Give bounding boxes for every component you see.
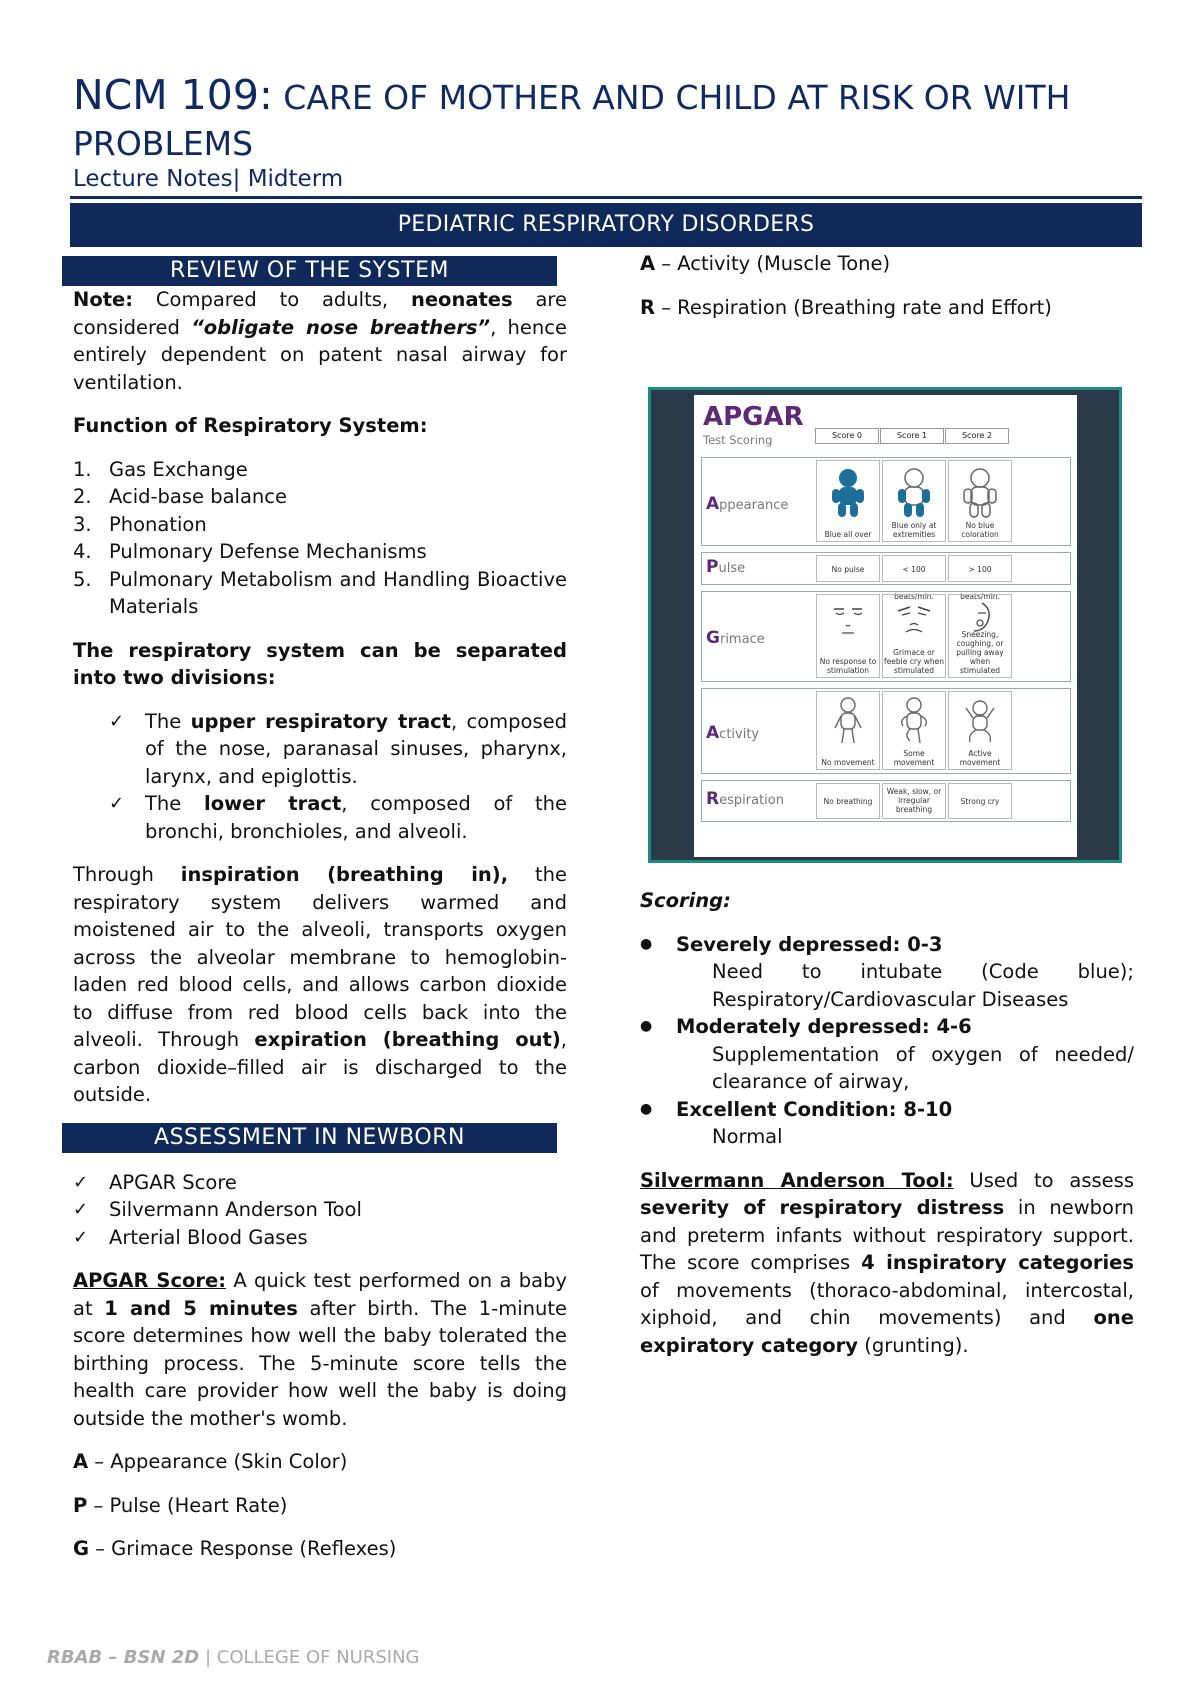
baby-blue-icon [830, 467, 866, 519]
footer-bold: RBAB – BSN 2D [47, 1647, 200, 1668]
silvermann-g: (grunting). [858, 1333, 969, 1357]
check-icon: ✓ [73, 1226, 89, 1248]
note-text-c: , hence entirely dependent on patent nasal airway for ventilation. [73, 315, 567, 394]
list-item [73, 1224, 567, 1252]
row-rest: ulse [718, 561, 746, 576]
list-item [73, 456, 567, 484]
silvermann-a: Used to assess [953, 1168, 1134, 1192]
mnemonic-letter: A [640, 252, 656, 275]
page-footer [47, 1647, 420, 1668]
apgar-cell [882, 594, 946, 678]
mnemonic-text: – Grimace Response (Reflexes) [89, 1537, 397, 1560]
note-label: Note: [73, 288, 134, 311]
lower-b: lower tract [204, 792, 342, 815]
row-label [706, 723, 759, 743]
scoring-desc: Normal [712, 1125, 783, 1148]
row-initial: G [706, 628, 720, 648]
through-e: , carbon dioxide–filled air is discharged to the outside. [73, 1028, 567, 1106]
apgar-row-appearance [701, 457, 1071, 546]
apgar-title: APGAR [703, 402, 804, 432]
cell-caption: Blue only at extremities [891, 521, 937, 539]
function-heading-text: Function of Respiratory System: [73, 414, 428, 437]
apgar-cell: < 100 beats/min. [882, 555, 946, 582]
right-column [640, 252, 1134, 337]
breathing-paragraph [73, 861, 567, 1109]
list-num: 2. [73, 485, 92, 508]
list-item [640, 1013, 1134, 1096]
through-a: Through [73, 863, 181, 886]
assessment-list [73, 1169, 567, 1252]
list-item [73, 538, 567, 566]
row-initial: R [706, 789, 720, 809]
baby-partial-icon [896, 467, 932, 519]
list-text: Phonation [109, 512, 207, 536]
row-label [706, 789, 784, 809]
mnemonic-g [73, 1535, 567, 1563]
left-column [73, 256, 567, 1579]
silvermann-f: one expiratory category [640, 1306, 1134, 1357]
page-title [73, 72, 1133, 167]
apgar-b: 1 and 5 minutes [104, 1296, 298, 1320]
check-icon: ✓ [73, 1199, 89, 1220]
through-d: expiration (breathing out) [254, 1028, 561, 1051]
baby-pink-icon [962, 467, 998, 519]
apgar-subtitle: Test Scoring [703, 433, 773, 447]
apgar-cell: Weak, slow, or irregular breathing [882, 783, 946, 819]
mnemonic-text: – Pulse (Heart Rate) [87, 1493, 288, 1517]
mnemonic-letter: A [73, 1450, 89, 1473]
list-item [73, 708, 567, 791]
list-num: 3. [73, 512, 92, 536]
cell-caption: No movement [821, 758, 875, 767]
list-item [640, 931, 1134, 1014]
function-heading [73, 412, 567, 440]
check-icon: ✓ [109, 710, 125, 732]
mnemonic-text: – Activity (Muscle Tone) [655, 252, 891, 275]
list-item [73, 566, 567, 621]
list-text: Acid-base balance [109, 485, 288, 508]
baby-active-icon [963, 696, 997, 746]
list-item [73, 511, 567, 539]
mnemonic-p [73, 1492, 567, 1520]
apgar-label: APGAR Score: [73, 1269, 227, 1292]
silvermann-e: of movements (thoraco-abdominal, intercostal, xiphoid, and chin movements) and [640, 1278, 1134, 1329]
cell-caption: No blue coloration [961, 521, 999, 539]
mnemonic-a [73, 1448, 567, 1476]
list-item [73, 1169, 567, 1197]
mnemonic-activity [640, 250, 1134, 278]
face-grimace-icon [894, 599, 934, 639]
apgar-cell [948, 691, 1012, 770]
cell-caption: Active movement [959, 749, 1001, 767]
silvermann-d: 4 inspiratory categories [861, 1251, 1134, 1274]
silvermann-c: in newborn and preterm infants without respiratory support. The score comprises [640, 1196, 1134, 1274]
function-list [73, 456, 567, 621]
scoring-desc: Need to intubate (Code blue); Respiratory/Cardiovascular Diseases [712, 960, 1134, 1011]
row-initial: A [706, 723, 720, 743]
list-item [640, 1096, 1134, 1151]
bullet-icon: ● [640, 1018, 653, 1034]
check-icon: ✓ [73, 1171, 89, 1193]
apgar-figure [648, 387, 1122, 863]
list-item [73, 1196, 567, 1224]
list-text: Arterial Blood Gases [109, 1225, 308, 1249]
main-banner: PEDIATRIC RESPIRATORY DISORDERS [70, 203, 1142, 247]
apgar-cell [882, 460, 946, 542]
list-num: 5. [73, 567, 92, 591]
right-column-lower [640, 887, 1134, 1359]
silvermann-b: severity of respiratory distress [640, 1196, 1005, 1219]
list-text: Gas Exchange [109, 457, 248, 481]
row-label [706, 494, 788, 514]
apgar-cell [948, 460, 1012, 542]
divisions-heading-text: The respiratory system can be separated into two divisions: [73, 638, 567, 689]
cell-caption: No response to stimulation [819, 657, 877, 675]
apgar-a: A quick test performed on a baby at [73, 1269, 567, 1320]
row-rest: ctivity [719, 727, 760, 742]
course-code: NCM 109: [73, 71, 273, 119]
divisions-heading [73, 637, 567, 692]
silvermann-label: Silvermann Anderson Tool: [640, 1168, 954, 1192]
apgar-cell [816, 460, 880, 542]
apgar-c: after birth. The 1-minute score determines how well the baby tolerated the birthing process. The 5-minute score tells the health care provider how well the baby is doing outside the mother's womb. [73, 1296, 567, 1430]
apgar-cell [816, 691, 880, 770]
apgar-cell [948, 594, 1012, 678]
apgar-cell [882, 691, 946, 770]
apgar-cell [816, 594, 880, 678]
mnemonic-letter: P [73, 1493, 88, 1517]
through-c: the respiratory system delivers warmed and moistened air to the alveoli, transports oxygen across the alveolar membrane to hemoglobin-laden red blood cells, and allows carbon dioxide to diffuse from red blood cells back into the alveoli. Through [73, 863, 567, 1051]
row-rest: espiration [719, 793, 784, 808]
mnemonic-respiration [640, 294, 1134, 322]
baby-some-movement-icon [897, 696, 931, 746]
footer-rest: | COLLEGE OF NURSING [199, 1647, 420, 1668]
cell-caption: Some movement [893, 749, 935, 767]
scoring-heading [640, 887, 1134, 915]
upper-a: The [145, 709, 191, 733]
mnemonic-text: – Appearance (Skin Color) [88, 1450, 348, 1473]
apgar-cell: Strong cry [948, 783, 1012, 819]
mnemonic-letter: G [73, 1537, 90, 1560]
scoring-desc: Supplementation of oxygen of needed/ clearance of airway, [712, 1042, 1134, 1093]
cell-caption: Sneezing, coughing, or pulling away when stimulated [956, 630, 1004, 675]
score-header: Score 2 [945, 428, 1009, 444]
course-title: CARE OF MOTHER AND CHILD AT RISK OR WITH PROBLEMS [73, 78, 1071, 163]
apgar-row-activity [701, 688, 1071, 774]
scoring-heading-text: Scoring: [640, 889, 731, 912]
score-header: Score 1 [880, 428, 944, 444]
list-text [145, 708, 567, 791]
bullet-icon: ● [640, 1100, 653, 1117]
scoring-label: Severely depressed: 0-3 [676, 932, 943, 956]
list-text: Pulmonary Metabolism and Handling Bioactive Materials [109, 567, 567, 618]
row-rest: ppearance [719, 498, 789, 513]
baby-limp-icon [831, 696, 865, 746]
assessment-banner: ASSESSMENT IN NEWBORN [62, 1123, 557, 1153]
note-neonates: neonates [410, 288, 513, 311]
bullet-icon: ● [640, 935, 653, 952]
lower-c: , composed of the bronchi, bronchioles, and alveoli. [145, 792, 567, 843]
page-subtitle: Lecture Notes| Midterm [73, 166, 344, 192]
apgar-card [694, 395, 1077, 857]
note-paragraph [73, 286, 567, 396]
list-num: 1. [73, 457, 92, 481]
apgar-cell: > 100 beats/min. [948, 555, 1012, 582]
list-text: Silvermann Anderson Tool [109, 1198, 362, 1221]
apgar-cell: No breathing [816, 783, 880, 819]
divisions-list [73, 708, 567, 846]
apgar-row-grimace [701, 591, 1071, 682]
lower-a: The [145, 792, 205, 815]
mnemonic-text: – Respiration (Breathing rate and Effort) [655, 295, 1052, 319]
score-header: Score 0 [815, 428, 879, 444]
scoring-label: Moderately depressed: 4-6 [676, 1015, 972, 1038]
list-text: Pulmonary Defense Mechanisms [109, 540, 427, 563]
note-text-a: Compared to adults, [133, 288, 411, 311]
apgar-cell: No pulse [816, 555, 880, 582]
note-text-b: are considered [73, 288, 568, 339]
apgar-row-respiration [701, 780, 1071, 822]
row-label [706, 557, 745, 577]
list-text [145, 790, 567, 845]
scoring-label: Excellent Condition: 8-10 [676, 1097, 953, 1121]
row-initial: P [706, 557, 719, 577]
silvermann-paragraph [640, 1167, 1134, 1360]
list-num: 4. [73, 540, 92, 563]
mnemonic-letter: R [640, 295, 656, 319]
apgar-row-pulse [701, 552, 1071, 601]
upper-b: upper respiratory tract [190, 709, 451, 733]
scoring-list [640, 931, 1134, 1151]
row-label [706, 628, 765, 648]
row-initial: A [706, 494, 720, 514]
header-rule [70, 196, 1142, 199]
review-banner: REVIEW OF THE SYSTEM [62, 256, 557, 286]
upper-c: , composed of the nose, paranasal sinuses, pharynx, larynx, and epiglottis. [145, 709, 568, 788]
through-b: inspiration (breathing in), [180, 863, 509, 886]
apgar-paragraph [73, 1267, 567, 1432]
face-neutral-icon [828, 599, 868, 639]
note-obligate: “obligate nose breathers” [191, 315, 491, 339]
list-item [73, 790, 567, 845]
cell-caption: Grimace or feeble cry when stimulated [884, 648, 944, 675]
list-item [73, 483, 567, 511]
list-text: APGAR Score [109, 1170, 237, 1194]
check-icon: ✓ [109, 793, 125, 814]
cell-caption: Blue all over [824, 530, 872, 539]
row-rest: rimace [719, 632, 765, 647]
